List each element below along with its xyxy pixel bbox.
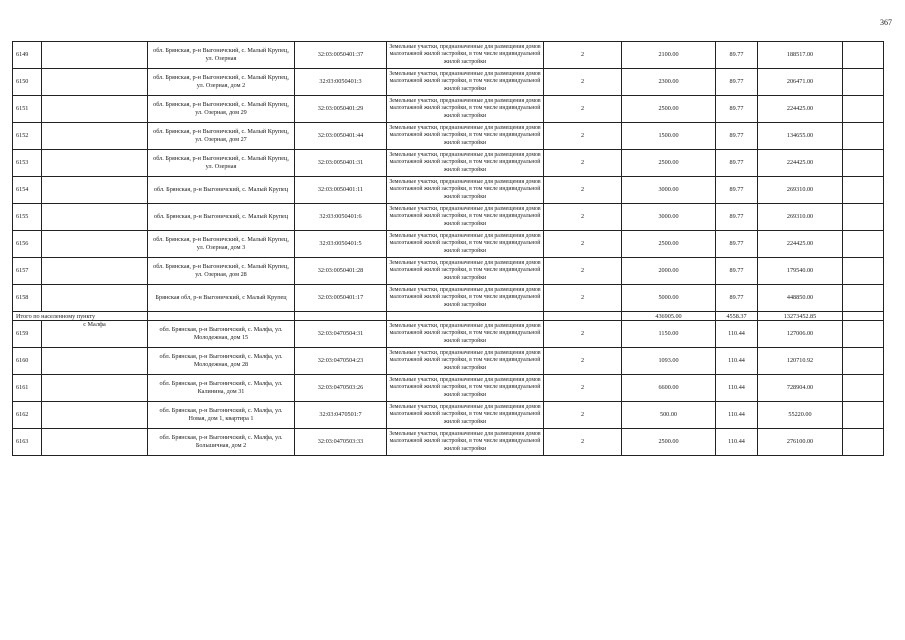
address-cell: обл. Брянская, р-н Выгоничский, с. Малфа, ул. Молодежная, дом 28 [148,348,295,375]
cadastral-value-cell: 448850.00 [758,285,843,312]
group-cell: 2 [544,258,622,285]
row-number-cell: 6156 [13,231,42,258]
table-row [13,402,884,429]
empty-cell [843,177,884,204]
table-row [13,258,884,285]
page-number: 367 [880,18,892,27]
land-use-cell: Земельные участки, предназначенные для размещения домов малоэтажной жилой застройки, в том числе индивидуальной жилой застройки [387,42,544,69]
cadastral-number-cell: 32:03:0050401:28 [295,258,387,285]
group-cell: 2 [544,348,622,375]
table-row [13,123,884,150]
specific-value-cell: 89.77 [716,150,758,177]
address-cell: обл. Брянская, р-н Выгоничский, с. Малый Крупец, ул. Озерная, дом 27 [148,123,295,150]
empty-cell [843,69,884,96]
row-number-cell: 6158 [13,285,42,312]
specific-value-cell: 110.44 [716,429,758,456]
settlement-cell [42,402,148,429]
row-number-cell: 6162 [13,402,42,429]
cadastral-value-cell: 55220.00 [758,402,843,429]
land-use-cell: Земельные участки, предназначенные для размещения домов малоэтажной жилой застройки, в том числе индивидуальной жилой застройки [387,204,544,231]
total-area: 436905.00 [622,312,716,321]
cadastral-value-cell: 224425.00 [758,96,843,123]
row-number-cell: 6154 [13,177,42,204]
settlement-cell [42,177,148,204]
empty-cell [843,150,884,177]
table-row [13,204,884,231]
address-cell: обл. Брянская, р-н Выгоничский, с. Малфа, ул. Молодежная, дом 15 [148,321,295,348]
cadastral-value-cell: 206471.00 [758,69,843,96]
land-use-cell: Земельные участки, предназначенные для размещения домов малоэтажной жилой застройки, в том числе индивидуальной жилой застройки [387,177,544,204]
empty-cell [843,402,884,429]
cadastral-number-cell: 32:03:0470503:33 [295,429,387,456]
table-row [13,348,884,375]
row-number-cell: 6155 [13,204,42,231]
address-cell: Брянская обл, р-н Выгоничский, с Малый Крупец [148,285,295,312]
area-cell: 1093.00 [622,348,716,375]
empty-cell [843,231,884,258]
table-row [13,231,884,258]
empty-cell [843,348,884,375]
area-cell: 500.00 [622,402,716,429]
cadastral-value-cell: 269310.00 [758,177,843,204]
specific-value-cell: 110.44 [716,402,758,429]
empty-cell [843,204,884,231]
address-cell: обл. Брянская, р-н Выгоничский, с. Малфа, ул. Большичная, дом 2 [148,429,295,456]
empty-cell [843,285,884,312]
land-use-cell: Земельные участки, предназначенные для размещения домов малоэтажной жилой застройки, в том числе индивидуальной жилой застройки [387,285,544,312]
address-cell: обл. Брянская, р-н Выгоничский, с. Малый Крупец, ул. Озерная, дом 29 [148,96,295,123]
cadastral-number-cell: 32:03:0470503:26 [295,375,387,402]
settlement-cell [42,375,148,402]
settlement-cell [42,429,148,456]
address-cell: обл. Брянская, р-н Выгоничский, с. Малфа, ул. Новая, дом 1, квартира 1 [148,402,295,429]
area-cell: 1500.00 [622,123,716,150]
cadastral-number-cell: 32:03:0050401:6 [295,204,387,231]
specific-value-cell: 89.77 [716,69,758,96]
settlement-cell [42,348,148,375]
empty-cell [843,96,884,123]
table-body-group-2 [13,321,884,456]
total-empty-cell [295,312,387,321]
land-use-cell: Земельные участки, предназначенные для размещения домов малоэтажной жилой застройки, в том числе индивидуальной жилой застройки [387,123,544,150]
cadastral-value-table [12,41,884,456]
area-cell: 3000.00 [622,204,716,231]
group-cell: 2 [544,375,622,402]
area-cell: 2300.00 [622,69,716,96]
address-cell: обл. Брянская, р-н Выгоничский, с. Малый Крупец, ул. Озерная, дом 3 [148,231,295,258]
address-cell: обл. Брянская, р-н Выгоничский, с. Малый Крупец [148,204,295,231]
cadastral-number-cell: 32:03:0050401:17 [295,285,387,312]
table-row [13,177,884,204]
cadastral-number-cell: 32:03:0470504:31 [295,321,387,348]
area-cell: 5000.00 [622,285,716,312]
specific-value-cell: 110.44 [716,348,758,375]
total-empty-cell [544,312,622,321]
settlement-cell [42,258,148,285]
settlement-cell: с Малфа [42,321,148,348]
table-row [13,69,884,96]
total-row [13,312,884,321]
cadastral-value-cell: 188517.00 [758,42,843,69]
empty-cell [843,429,884,456]
cadastral-value-cell: 134655.00 [758,123,843,150]
land-use-cell: Земельные участки, предназначенные для размещения домов малоэтажной жилой застройки, в том числе индивидуальной жилой застройки [387,258,544,285]
settlement-cell [42,285,148,312]
land-use-cell: Земельные участки, предназначенные для размещения домов малоэтажной жилой застройки, в том числе индивидуальной жилой застройки [387,402,544,429]
address-cell: обл. Брянская, р-н Выгоничский, с. Малый Крупец, ул. Озерная, дом 28 [148,258,295,285]
cadastral-number-cell: 32:03:0050401:5 [295,231,387,258]
group-cell: 2 [544,231,622,258]
address-cell: обл. Брянская, р-н Выгоничский, с. Малый Крупец, ул. Озерная [148,150,295,177]
land-use-cell: Земельные участки, предназначенные для размещения домов малоэтажной жилой застройки, в том числе индивидуальной жилой застройки [387,348,544,375]
address-cell: обл. Брянская, р-н Выгоничский, с. Малый Крупец [148,177,295,204]
table-row [13,429,884,456]
specific-value-cell: 89.77 [716,285,758,312]
land-use-cell: Земельные участки, предназначенные для размещения домов малоэтажной жилой застройки, в том числе индивидуальной жилой застройки [387,429,544,456]
specific-value-cell: 110.44 [716,375,758,402]
row-number-cell: 6149 [13,42,42,69]
area-cell: 2500.00 [622,150,716,177]
specific-value-cell: 89.77 [716,42,758,69]
area-cell: 6600.00 [622,375,716,402]
settlement-cell [42,69,148,96]
empty-cell [843,123,884,150]
cadastral-number-cell: 32:03:0050401:31 [295,150,387,177]
cadastral-number-cell: 32:03:0050401:44 [295,123,387,150]
group-cell: 2 [544,321,622,348]
group-cell: 2 [544,177,622,204]
cadastral-value-cell: 224425.00 [758,231,843,258]
settlement-cell [42,204,148,231]
cadastral-value-cell: 269310.00 [758,204,843,231]
row-number-cell: 6160 [13,348,42,375]
specific-value-cell: 89.77 [716,177,758,204]
address-cell: обл. Брянская, р-н Выгоничский, с. Малый Крупец, ул. Озерная [148,42,295,69]
table-body-total [13,312,884,321]
area-cell: 2500.00 [622,231,716,258]
settlement-cell [42,42,148,69]
cadastral-value-cell: 127006.00 [758,321,843,348]
land-use-cell: Земельные участки, предназначенные для размещения домов малоэтажной жилой застройки, в том числе индивидуальной жилой застройки [387,231,544,258]
cadastral-number-cell: 32:03:0050401:11 [295,177,387,204]
cadastral-value-cell: 276100.00 [758,429,843,456]
group-cell: 2 [544,96,622,123]
table-row [13,321,884,348]
cadastral-number-cell: 32:03:0050401:37 [295,42,387,69]
table-row [13,285,884,312]
total-sum: 13273452.85 [758,312,843,321]
group-cell: 2 [544,42,622,69]
cadastral-value-cell: 224425.00 [758,150,843,177]
land-use-cell: Земельные участки, предназначенные для размещения домов малоэтажной жилой застройки, в том числе индивидуальной жилой застройки [387,69,544,96]
specific-value-cell: 89.77 [716,231,758,258]
area-cell: 2100.00 [622,42,716,69]
specific-value-cell: 89.77 [716,258,758,285]
area-cell: 2000.00 [622,258,716,285]
settlement-cell [42,231,148,258]
table-row [13,150,884,177]
table-body-group-1 [13,42,884,312]
row-number-cell: 6151 [13,96,42,123]
specific-value-cell: 89.77 [716,204,758,231]
settlement-cell [42,150,148,177]
address-cell: обл. Брянская, р-н Выгоничский, с. Малый Крупец, ул. Озерная, дом 2 [148,69,295,96]
row-number-cell: 6159 [13,321,42,348]
group-cell: 2 [544,429,622,456]
row-number-cell: 6152 [13,123,42,150]
cadastral-value-cell: 179540.00 [758,258,843,285]
cadastral-number-cell: 32:03:0050401:3 [295,69,387,96]
total-empty-cell [843,312,884,321]
group-cell: 2 [544,69,622,96]
area-cell: 2500.00 [622,429,716,456]
row-number-cell: 6163 [13,429,42,456]
specific-value-cell: 110.44 [716,321,758,348]
total-empty-cell [148,312,295,321]
row-number-cell: 6161 [13,375,42,402]
empty-cell [843,258,884,285]
area-cell: 2500.00 [622,96,716,123]
group-cell: 2 [544,402,622,429]
specific-value-cell: 89.77 [716,123,758,150]
group-cell: 2 [544,123,622,150]
address-cell: обл. Брянская, р-н Выгоничский, с. Малфа, ул. Калинина, дом 31 [148,375,295,402]
land-use-cell: Земельные участки, предназначенные для размещения домов малоэтажной жилой застройки, в том числе индивидуальной жилой застройки [387,96,544,123]
row-number-cell: 6150 [13,69,42,96]
empty-cell [843,321,884,348]
table-row [13,42,884,69]
group-cell: 2 [544,285,622,312]
settlement-cell [42,96,148,123]
empty-cell [843,375,884,402]
table-row [13,375,884,402]
cadastral-number-cell: 32:03:0470501:7 [295,402,387,429]
table-row [13,96,884,123]
group-cell: 2 [544,150,622,177]
empty-cell [843,42,884,69]
cadastral-number-cell: 32:03:0470504:23 [295,348,387,375]
group-cell: 2 [544,204,622,231]
total-label: Итого по населенному пункту [13,312,148,321]
land-use-cell: Земельные участки, предназначенные для размещения домов малоэтажной жилой застройки, в том числе индивидуальной жилой застройки [387,321,544,348]
row-number-cell: 6157 [13,258,42,285]
area-cell: 1150.00 [622,321,716,348]
area-cell: 3000.00 [622,177,716,204]
cadastral-value-cell: 728904.00 [758,375,843,402]
row-number-cell: 6153 [13,150,42,177]
land-use-cell: Земельные участки, предназначенные для размещения домов малоэтажной жилой застройки, в том числе индивидуальной жилой застройки [387,375,544,402]
total-empty-cell [387,312,544,321]
specific-value-cell: 89.77 [716,96,758,123]
settlement-cell [42,123,148,150]
total-rate: 4558.37 [716,312,758,321]
cadastral-number-cell: 32:03:0050401:29 [295,96,387,123]
cadastral-value-cell: 120710.92 [758,348,843,375]
land-use-cell: Земельные участки, предназначенные для размещения домов малоэтажной жилой застройки, в том числе индивидуальной жилой застройки [387,150,544,177]
